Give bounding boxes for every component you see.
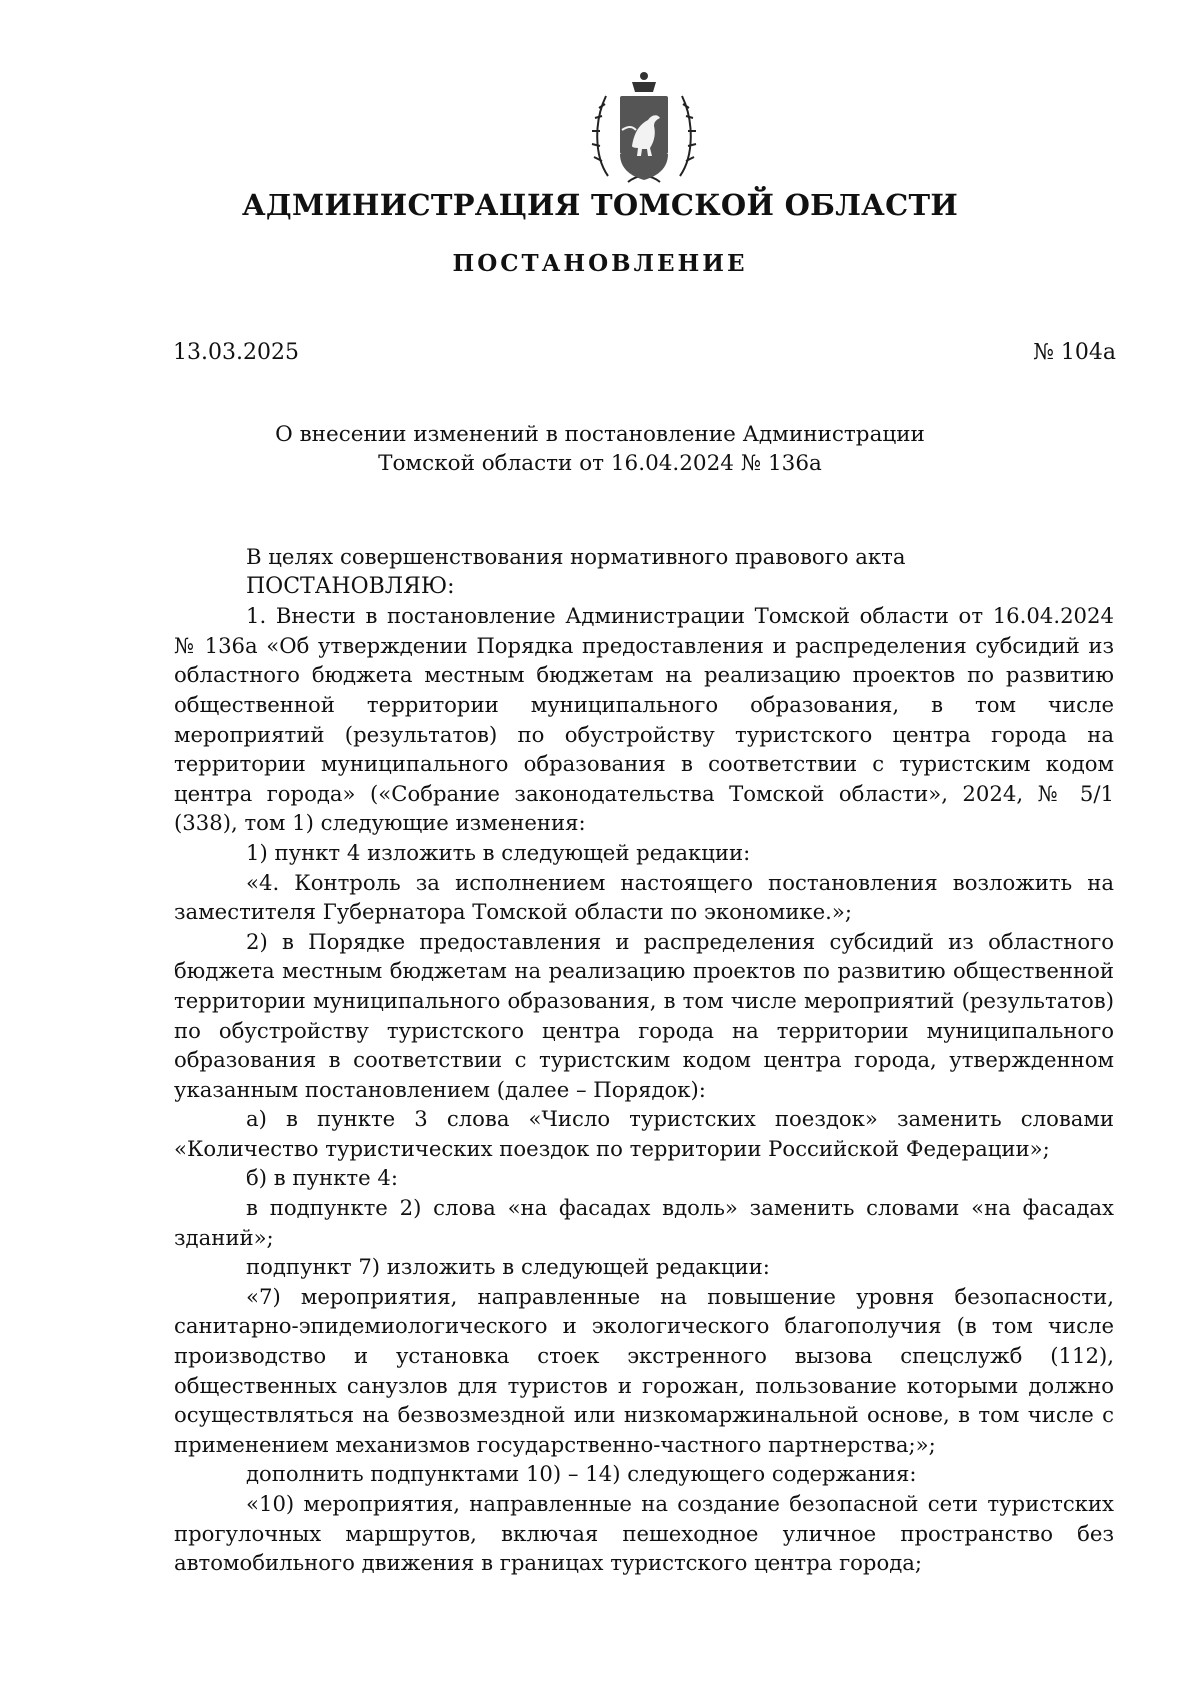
document-title [0, 420, 1200, 478]
paragraph-subpoint-7-text: «7) мероприятия, направленные на повышение уровня безопасности, санитарно-эпидемиологического и экологического благополучия (в том числе производство и установка стоек экстренного вызова спецслужб (112), общественных санузлов для туристов и горожан, пользование которыми должно осуществляться на безвозмездной или низкомаржинальной основе, в том числе с применением механизмов государственно-частного партнерства;»; [174, 1283, 1114, 1457]
paragraph-subpoint-7-intro: подпункт 7) изложить в следующей редакции: [246, 1254, 770, 1280]
paragraph-sub-a: а) в пункте 3 слова «Число туристских поездок» заменить словами «Количество туристических поездок по территории Российской Федерации»; [174, 1106, 1114, 1161]
paragraph-add-subpoints: дополнить подпунктами 10) – 14) следующего содержания: [246, 1461, 917, 1487]
paragraph-item-1: 1. Внести в постановление Администрации Томской области от 16.04.2024 № 136а «Об утверждении Порядка предоставления и распределения субсидий из областного бюджета местным бюджетам на реализацию проектов по развитию общественной территории муниципального образования, в том числе мероприятий (результатов) по обустройству туристского центра города на территории муниципального образования в соответствии с туристским кодом центра города» («Собрание законодательства Томской области», 2024, № 5/1 (338), том 1) следующие изменения: [174, 603, 1114, 836]
paragraph-subpoint-10-text: «10) мероприятия, направленные на создание безопасной сети туристских прогулочных маршрутов, включая пешеходное уличное пространство без автомобильного движения в границах туристского центра города; [174, 1491, 1114, 1576]
paragraph-subitem-1: 1) пункт 4 изложить в следующей редакции: [246, 839, 751, 865]
preamble: В целях совершенствования нормативного правового акта [246, 544, 906, 569]
document-body [174, 542, 1114, 1578]
title-line-2: Томской области от 16.04.2024 № 136а [378, 451, 822, 476]
resolve-word: ПОСТАНОВЛЯЮ: [246, 573, 455, 599]
document-type: ПОСТАНОВЛЕНИЕ [452, 250, 748, 277]
paragraph-subpoint-2: в подпункте 2) слова «на фасадах вдоль» заменить словами «на фасадах зданий»; [174, 1195, 1114, 1250]
paragraph-subitem-2: 2) в Порядке предоставления и распределения субсидий из областного бюджета местным бюджетам на реализацию проектов по развитию общественной территории муниципального образования, в том числе мероприятий (результатов) по обустройству туристского центра города на территории муниципального образования в соответствии с туристским кодом центра города, утвержденном указанным постановлением (далее – Порядок): [174, 928, 1114, 1102]
organization-name: АДМИНИСТРАЦИЯ ТОМСКОЙ ОБЛАСТИ [241, 188, 959, 222]
paragraph-point-4-text: «4. Контроль за исполнением настоящего постановления возложить на заместителя Губернатора Томской области по экономике.»; [174, 869, 1114, 925]
title-line-1: О внесении изменений в постановление Администрации [275, 422, 925, 447]
document-number: № 104а [1033, 340, 1116, 365]
tomsk-region-coat-of-arms-icon [588, 66, 700, 188]
paragraph-sub-b: б) в пункте 4: [246, 1165, 398, 1191]
document-date: 13.03.2025 [173, 340, 299, 365]
